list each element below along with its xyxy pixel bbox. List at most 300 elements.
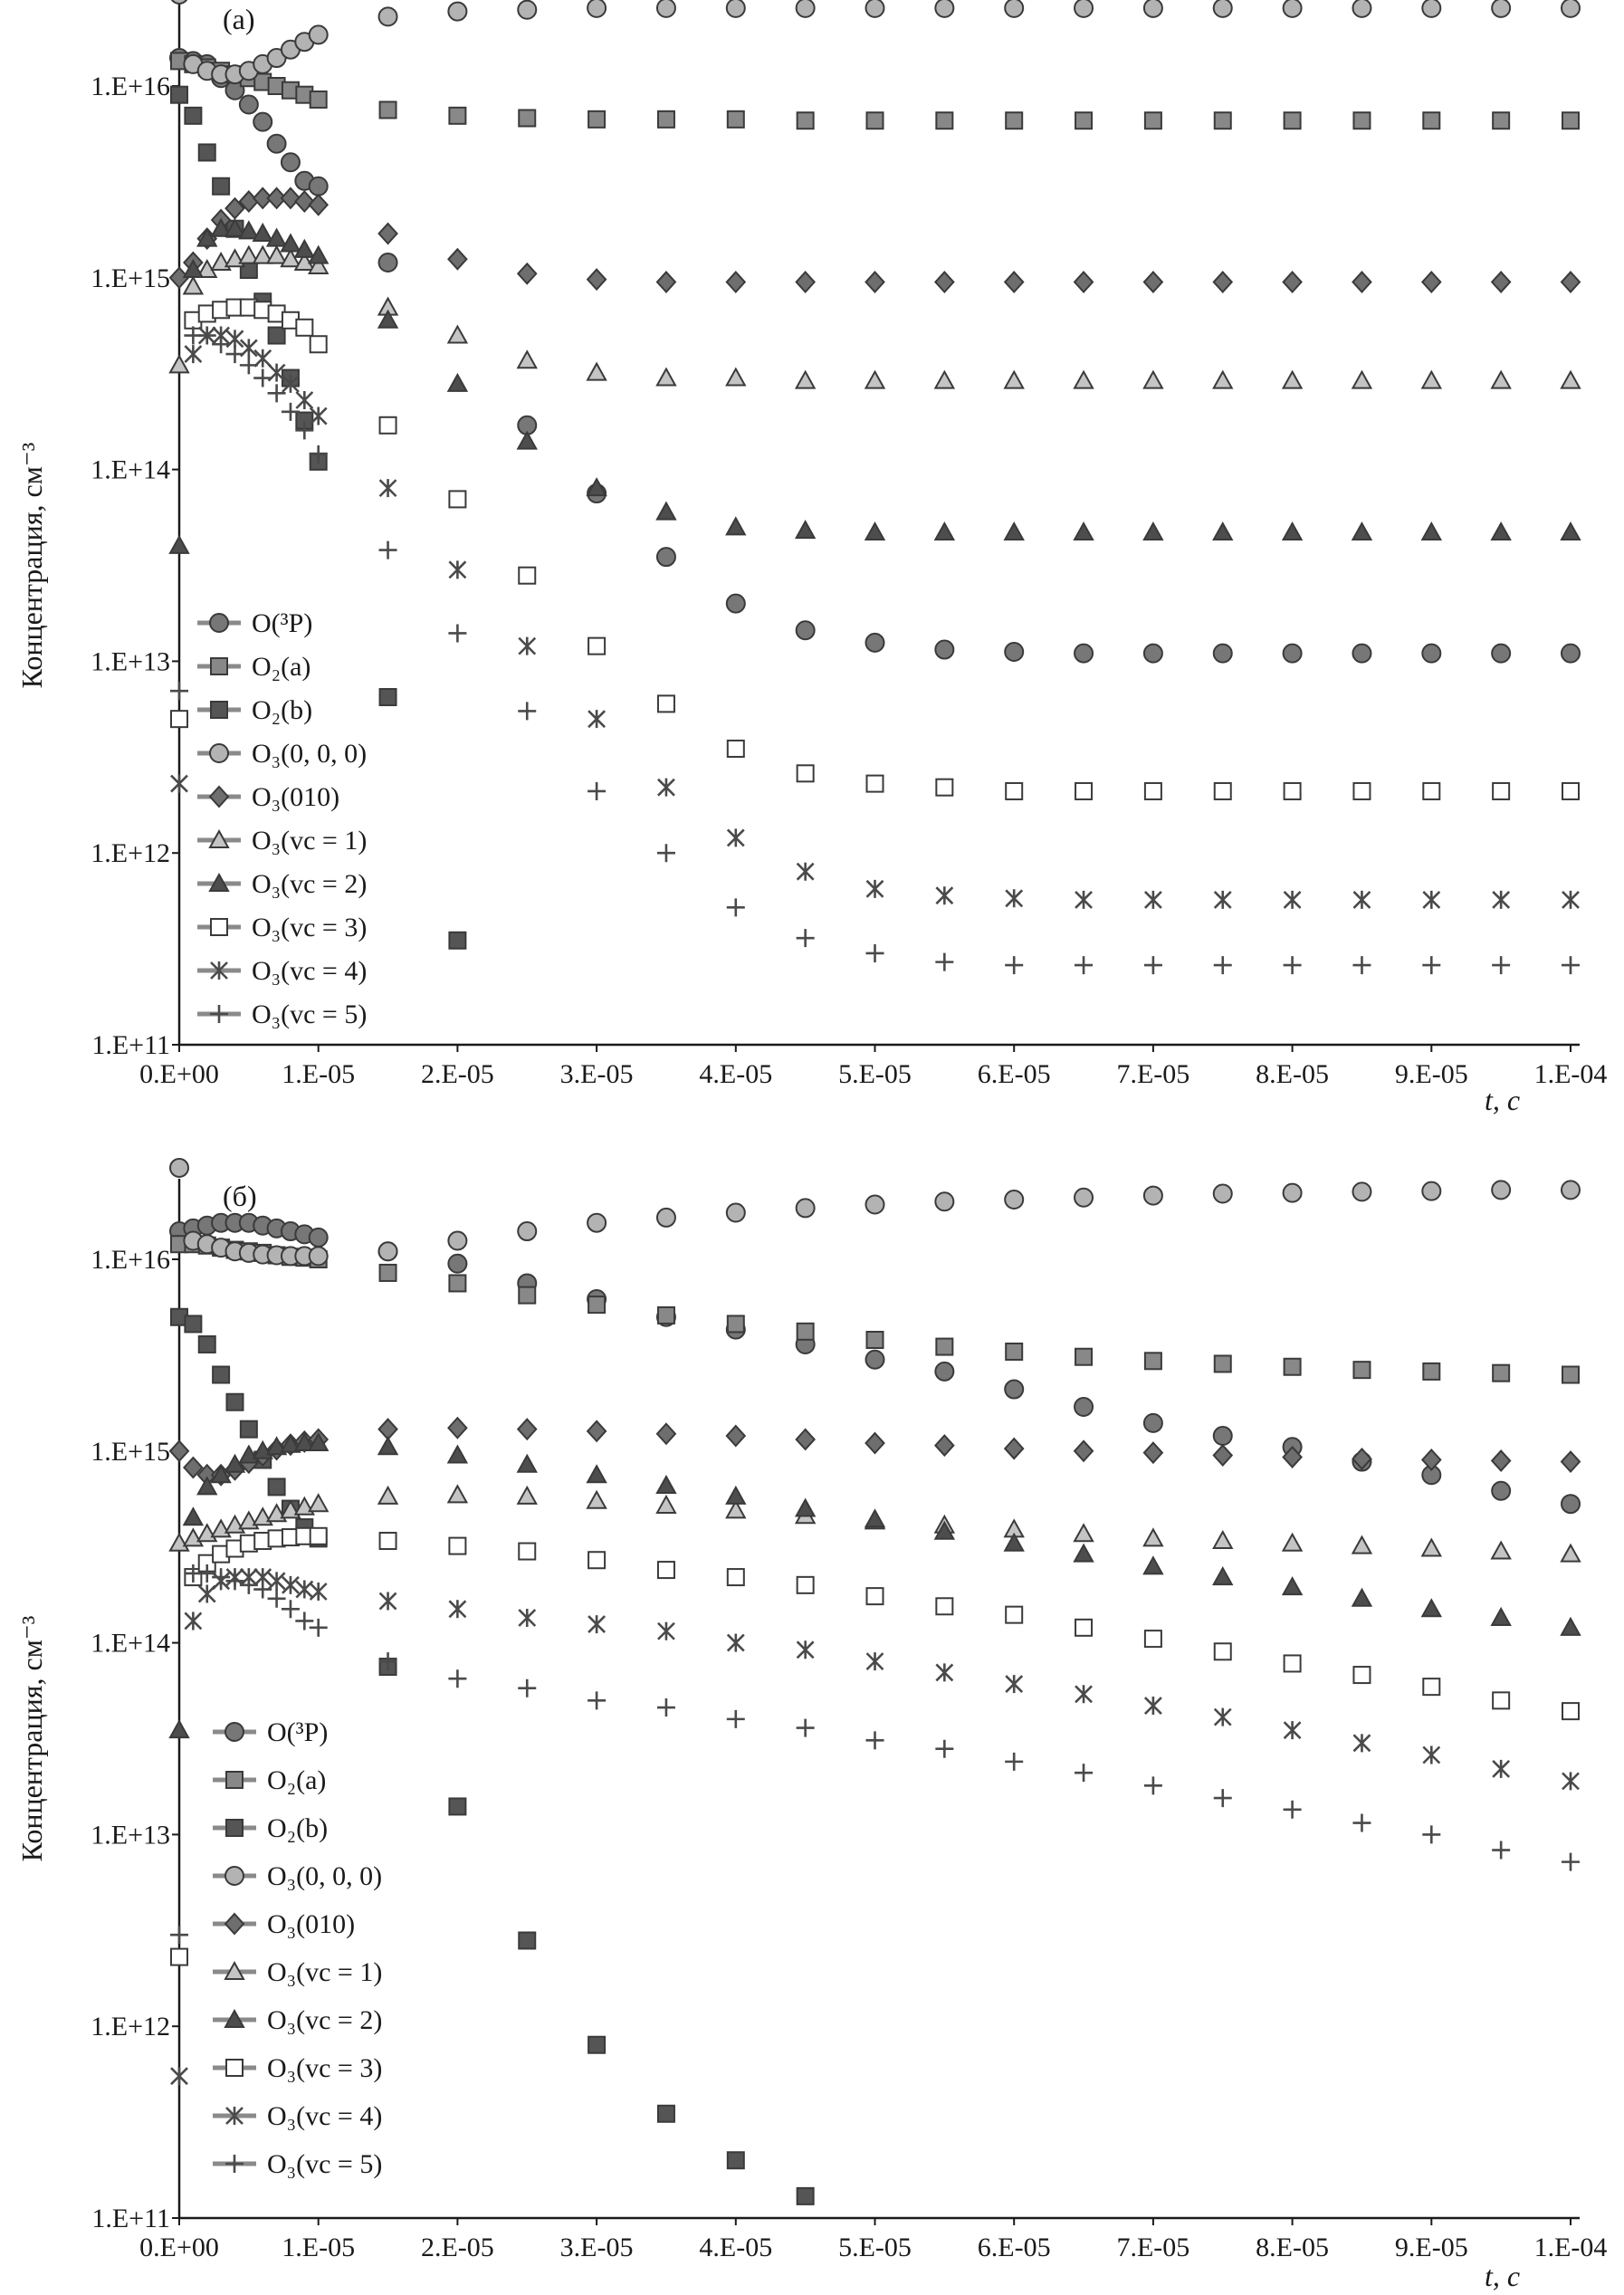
data-point — [1284, 1184, 1302, 1202]
x-tick-label: 5.E-05 — [838, 2233, 912, 2262]
data-point — [253, 1508, 272, 1525]
data-point — [1145, 1697, 1161, 1715]
legend-marker — [211, 702, 227, 718]
data-point — [448, 1231, 466, 1249]
data-point — [588, 1421, 606, 1441]
data-point — [519, 1544, 535, 1560]
data-point — [867, 1652, 884, 1670]
data-point — [866, 0, 884, 17]
data-point — [935, 523, 953, 540]
data-point — [379, 1438, 397, 1454]
data-point — [171, 775, 187, 793]
data-point — [296, 391, 312, 409]
data-point — [657, 503, 675, 520]
data-point — [1214, 1789, 1232, 1807]
data-point — [518, 702, 536, 720]
data-point — [310, 195, 328, 215]
data-point — [380, 1265, 396, 1281]
data-point — [519, 568, 535, 584]
data-point — [379, 7, 397, 25]
legend-label: O₃(010) — [267, 1909, 356, 1939]
data-point — [1285, 1655, 1301, 1671]
data-point — [867, 1332, 884, 1348]
x-tick-label: 4.E-05 — [699, 1059, 773, 1089]
data-point — [449, 932, 465, 949]
legend-label: O₃(vc = 5) — [252, 999, 368, 1029]
data-point — [1284, 0, 1302, 17]
data-point — [1214, 273, 1232, 292]
data-point — [1562, 956, 1580, 974]
data-point — [1493, 1760, 1509, 1778]
legend-label: O₃(vc = 5) — [267, 2149, 383, 2179]
data-point — [199, 1585, 215, 1603]
data-point — [1562, 1703, 1579, 1719]
data-point — [269, 328, 285, 344]
data-point — [379, 1242, 397, 1260]
data-point — [1562, 523, 1580, 540]
data-point — [253, 113, 272, 131]
data-point — [797, 929, 815, 947]
data-point — [657, 1497, 675, 1513]
data-point — [588, 1552, 605, 1568]
data-point — [866, 1731, 884, 1749]
data-point — [282, 1600, 300, 1618]
legend-label: O₂(b) — [267, 1813, 329, 1843]
panel-b — [15, 1159, 1607, 2292]
data-point — [1075, 783, 1092, 799]
legend-label: O₃(0, 0, 0) — [252, 739, 368, 769]
data-point — [658, 1622, 674, 1640]
data-point — [1492, 1181, 1510, 1199]
data-point — [185, 108, 201, 124]
legend-marker — [225, 1867, 244, 1885]
data-point — [588, 1691, 606, 1709]
data-point — [1562, 273, 1580, 292]
data-point — [171, 2067, 187, 2085]
data-point — [588, 1214, 606, 1232]
data-point — [588, 1466, 606, 1482]
data-point — [1144, 273, 1162, 292]
data-point — [1215, 1355, 1231, 1372]
data-point — [1215, 112, 1231, 129]
data-point — [588, 782, 606, 800]
data-point — [241, 1421, 257, 1438]
data-point — [657, 0, 675, 17]
data-point — [936, 1663, 952, 1681]
data-point — [310, 1247, 328, 1265]
x-tick-label: 3.E-05 — [559, 2233, 634, 2262]
data-point — [379, 541, 397, 559]
data-point — [1145, 1353, 1161, 1369]
data-point — [1353, 1734, 1370, 1752]
data-point — [253, 369, 272, 387]
data-point — [310, 336, 327, 352]
data-point — [1423, 1678, 1439, 1695]
data-point — [1353, 112, 1370, 129]
data-point — [170, 537, 188, 553]
data-point — [170, 1441, 188, 1461]
data-point — [1005, 956, 1023, 974]
data-point — [1422, 1449, 1440, 1469]
data-point — [1075, 372, 1093, 388]
data-point — [1005, 1753, 1023, 1771]
legend-label: O(³P) — [252, 608, 313, 638]
data-point — [1215, 1643, 1231, 1659]
legend-marker — [225, 1914, 244, 1934]
data-point — [1352, 372, 1371, 388]
data-point — [727, 518, 745, 534]
y-tick-label: 1.E+12 — [91, 838, 170, 869]
data-point — [1005, 523, 1023, 540]
y-tick-label: 1.E+11 — [91, 2204, 170, 2233]
data-point — [935, 0, 953, 17]
data-point — [310, 1583, 327, 1601]
data-point — [1145, 112, 1161, 129]
legend-marker — [225, 1723, 244, 1741]
data-point — [448, 249, 466, 269]
data-point — [1215, 783, 1231, 799]
data-point — [379, 253, 397, 272]
x-axis-label: t, с — [1485, 2260, 1521, 2292]
data-point — [1562, 1619, 1580, 1635]
data-point — [1352, 0, 1371, 17]
data-point — [797, 621, 815, 639]
data-point — [1423, 112, 1439, 129]
data-point — [1352, 956, 1371, 974]
data-point — [1006, 783, 1022, 799]
data-point — [866, 634, 884, 652]
data-point — [1005, 1191, 1023, 1209]
data-point — [866, 1351, 884, 1369]
data-point — [518, 1222, 536, 1240]
data-point — [798, 1640, 814, 1659]
data-point — [1284, 372, 1302, 388]
data-point — [199, 144, 215, 160]
data-point — [448, 1255, 466, 1273]
data-point — [448, 624, 466, 642]
data-point — [867, 112, 884, 129]
data-point — [1005, 0, 1023, 17]
data-point — [728, 828, 744, 846]
data-point — [1353, 891, 1370, 909]
data-point — [1284, 1801, 1302, 1819]
x-tick-label: 1.E-04 — [1533, 2233, 1608, 2262]
data-point — [1284, 273, 1302, 292]
data-point — [449, 560, 465, 579]
data-point — [1492, 645, 1510, 663]
data-point — [519, 637, 535, 655]
y-tick-label: 1.E+11 — [91, 1030, 170, 1060]
x-tick-label: 1.E-05 — [282, 2233, 356, 2262]
legend-marker — [225, 2155, 244, 2173]
data-point — [1352, 1814, 1371, 1832]
data-point — [1423, 783, 1439, 799]
legend-label: O₃(vc = 2) — [267, 2005, 383, 2035]
data-point — [1422, 1540, 1440, 1556]
data-point — [170, 1721, 188, 1737]
panel-a — [15, 0, 1607, 1116]
legend-label: O₃(010) — [252, 782, 340, 812]
data-point — [1352, 273, 1371, 292]
legend-marker — [226, 2060, 243, 2076]
data-point — [657, 1477, 675, 1493]
data-point — [1214, 1568, 1232, 1584]
data-point — [1422, 523, 1440, 540]
data-point — [935, 1740, 953, 1758]
data-point — [1492, 372, 1510, 388]
data-point — [449, 1275, 465, 1291]
data-point — [935, 1436, 953, 1456]
data-point — [1422, 645, 1440, 663]
x-tick-label: 8.E-05 — [1256, 2233, 1330, 2262]
data-point — [935, 1363, 953, 1381]
data-point — [728, 1569, 744, 1585]
x-tick-label: 7.E-05 — [1116, 1059, 1190, 1089]
data-point — [380, 479, 396, 497]
data-point — [1214, 1532, 1232, 1548]
data-point — [1006, 1607, 1022, 1623]
data-point — [1492, 0, 1510, 17]
data-point — [658, 779, 674, 797]
data-point — [226, 1394, 243, 1410]
data-point — [170, 356, 188, 372]
data-point — [1285, 1359, 1301, 1375]
data-point — [727, 369, 745, 386]
data-point — [797, 1430, 815, 1449]
data-point — [935, 372, 953, 388]
data-point — [310, 1495, 328, 1511]
data-point — [170, 0, 188, 4]
data-point — [1144, 1187, 1162, 1205]
data-point — [240, 96, 258, 114]
data-point — [185, 345, 201, 363]
data-point — [936, 779, 952, 796]
data-point — [1353, 1362, 1370, 1378]
data-point — [282, 153, 300, 171]
data-point — [282, 1576, 299, 1594]
data-point — [1075, 1620, 1092, 1636]
x-tick-label: 1.E-05 — [282, 1059, 356, 1089]
data-point — [213, 1367, 229, 1383]
data-point — [727, 1710, 745, 1728]
data-point — [866, 1196, 884, 1214]
data-point — [448, 1447, 466, 1463]
data-point — [935, 1192, 953, 1210]
data-point — [519, 110, 535, 126]
data-point — [727, 595, 745, 613]
data-point — [657, 1424, 675, 1444]
data-point — [658, 695, 674, 712]
series-8 — [171, 327, 1579, 909]
data-point — [1562, 1367, 1579, 1383]
data-point — [171, 87, 187, 103]
data-point — [1075, 1685, 1092, 1703]
data-point — [1423, 1746, 1439, 1764]
data-point — [171, 1949, 187, 1965]
data-point — [1075, 1525, 1093, 1541]
series-4 — [170, 188, 1580, 292]
data-point — [448, 1486, 466, 1502]
data-point — [728, 111, 744, 128]
data-point — [1562, 783, 1579, 799]
x-tick-label: 6.E-05 — [977, 2233, 1051, 2262]
x-tick-label: 1.E-04 — [1533, 1059, 1608, 1089]
y-tick-label: 1.E+15 — [91, 263, 170, 293]
data-point — [296, 1581, 312, 1599]
legend-label: O₃(vc = 4) — [267, 2101, 383, 2131]
x-tick-label: 6.E-05 — [977, 1059, 1051, 1089]
data-point — [1005, 1381, 1023, 1399]
data-point — [269, 1572, 285, 1590]
data-point — [1214, 645, 1232, 663]
x-tick-label: 2.E-05 — [420, 1059, 494, 1089]
data-point — [727, 1487, 745, 1504]
data-point — [1005, 273, 1023, 292]
data-point — [1284, 1578, 1302, 1594]
data-point — [185, 1315, 201, 1332]
data-point — [658, 1307, 674, 1324]
data-point — [212, 253, 230, 270]
data-point — [867, 1588, 884, 1604]
series-6 — [170, 1434, 1580, 1737]
data-point — [1285, 1721, 1301, 1739]
data-point — [1075, 273, 1093, 292]
legend-label: O(³P) — [267, 1717, 329, 1747]
data-point — [935, 953, 953, 971]
x-tick-label: 8.E-05 — [1256, 1059, 1330, 1089]
data-point — [588, 1615, 605, 1633]
data-point — [269, 1478, 285, 1495]
data-point — [1562, 891, 1579, 909]
data-point — [657, 273, 675, 292]
data-point — [240, 1576, 258, 1594]
data-point — [1422, 273, 1440, 292]
data-point — [268, 135, 286, 153]
data-point — [1145, 783, 1161, 799]
data-point — [170, 682, 188, 700]
data-point — [1493, 891, 1509, 909]
data-point — [1075, 1764, 1093, 1782]
data-point — [518, 351, 536, 368]
legend-marker — [226, 1772, 243, 1788]
x-tick-label: 9.E-05 — [1394, 2233, 1468, 2262]
data-point — [588, 2037, 605, 2053]
data-point — [212, 335, 230, 353]
data-point — [519, 1609, 535, 1627]
data-point — [1562, 645, 1580, 663]
data-point — [1562, 0, 1580, 17]
data-point — [1144, 1776, 1162, 1794]
data-point — [518, 1487, 536, 1504]
data-point — [518, 1679, 536, 1697]
data-point — [310, 91, 327, 108]
data-point — [1075, 112, 1092, 129]
data-point — [1562, 1452, 1580, 1472]
data-point — [1075, 645, 1093, 663]
y-axis-label: Концентрация, см⁻³ — [15, 442, 48, 689]
data-point — [1285, 112, 1301, 129]
data-point — [1075, 1398, 1093, 1416]
data-point — [1352, 1590, 1371, 1606]
data-point — [448, 375, 466, 391]
data-point — [866, 273, 884, 292]
data-point — [797, 521, 815, 538]
data-point — [798, 1324, 814, 1340]
data-point — [1492, 523, 1510, 540]
data-point — [798, 1577, 814, 1593]
data-point — [1562, 1495, 1580, 1513]
data-point — [213, 178, 229, 195]
data-point — [1562, 1772, 1579, 1790]
legend-marker — [210, 614, 228, 632]
y-tick-label: 1.E+14 — [91, 1628, 170, 1659]
x-tick-label: 7.E-05 — [1116, 2233, 1190, 2262]
data-point — [1492, 1543, 1510, 1559]
legend-label: O₃(vc = 4) — [252, 956, 368, 986]
data-point — [728, 1315, 744, 1332]
data-point — [1215, 891, 1231, 909]
data-point — [1352, 1182, 1371, 1200]
x-tick-label: 4.E-05 — [699, 2233, 773, 2262]
legend-label: O₂(b) — [252, 695, 313, 725]
data-point — [1285, 783, 1301, 799]
data-point — [935, 273, 953, 292]
data-point — [588, 1492, 606, 1508]
data-point — [1144, 1557, 1162, 1573]
y-tick-label: 1.E+14 — [91, 454, 170, 485]
data-point — [1214, 1446, 1232, 1466]
legend-label: O₃(vc = 2) — [252, 869, 368, 899]
data-point — [1422, 1182, 1440, 1200]
data-point — [380, 1592, 396, 1611]
data-point — [449, 108, 465, 124]
data-point — [1492, 1609, 1510, 1625]
data-point — [658, 1562, 674, 1578]
data-point — [866, 523, 884, 540]
data-point — [1353, 1667, 1370, 1683]
x-tick-label: 3.E-05 — [559, 1059, 634, 1089]
data-point — [657, 369, 675, 386]
data-point — [1144, 1529, 1162, 1545]
data-point — [448, 1669, 466, 1688]
data-point — [797, 1199, 815, 1217]
data-point — [1144, 645, 1162, 663]
data-point — [1144, 1414, 1162, 1432]
data-point — [380, 689, 396, 705]
data-point — [936, 886, 952, 904]
data-point — [1144, 372, 1162, 388]
data-point — [728, 1634, 744, 1652]
data-point — [449, 1538, 465, 1554]
data-point — [727, 0, 745, 17]
data-point — [310, 25, 328, 43]
data-point — [282, 188, 300, 208]
data-point — [1493, 112, 1509, 129]
data-point — [1284, 523, 1302, 540]
data-point — [1562, 372, 1580, 388]
data-point — [170, 1926, 188, 1944]
series-3 — [170, 0, 1580, 83]
data-point — [797, 0, 815, 17]
data-point — [1422, 1825, 1440, 1843]
data-point — [1075, 523, 1093, 540]
data-point — [1352, 645, 1371, 663]
data-point — [1214, 0, 1232, 17]
data-point — [588, 364, 606, 380]
data-point — [1352, 523, 1371, 540]
data-point — [866, 372, 884, 388]
legend-marker — [211, 658, 227, 674]
